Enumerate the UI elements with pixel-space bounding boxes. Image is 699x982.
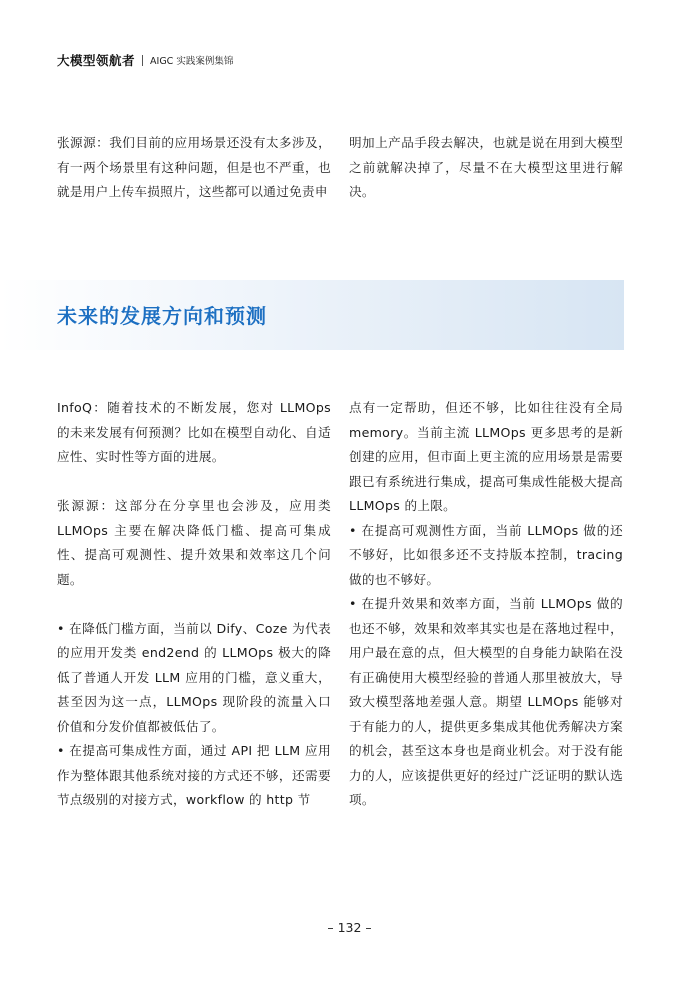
bullet-lower-barrier: • 在降低门槛方面，当前以 Dify、Coze 为代表的应用开发类 end2end 的 LLMOps 极大的降低了普通人开发 LLM 应用的门槛，意义重大，甚至因为这一点，LLMOps 现阶段的流量入口价值和分发价值都被低估了。	[57, 620, 331, 734]
section-title: 未来的发展方向和预测	[57, 304, 267, 328]
header-subtitle: AIGC 实践案例集锦	[150, 56, 234, 67]
intro-right-column	[349, 131, 623, 205]
body-right-column	[349, 396, 623, 813]
header-divider	[142, 55, 143, 66]
question-paragraph: InfoQ：随着技术的不断发展，您对 LLMOps 的未来发展有何预测？比如在模型自动化、自适应性、实时性等方面的进展。	[57, 400, 331, 464]
answer-paragraph: 张源源：这部分在分享里也会涉及，应用类 LLMOps 主要在解决降低门槛、提高可集成性、提高可观测性、提升效果和效率这几个问题。	[57, 498, 331, 587]
intro-paragraph-left: 张源源：我们目前的应用场景还没有太多涉及，有一两个场景里有这种问题，但是也不严重，也就是用户上传车损照片，这些都可以通过免责申	[57, 135, 331, 199]
bullet-integration: • 在提高可集成性方面，通过 API 把 LLM 应用作为整体跟其他系统对接的方式还不够，还需要节点级别的对接方式，workflow 的 http 节	[57, 743, 331, 807]
bullet-observability: • 在提高可观测性方面，当前 LLMOps 做的还不够好，比如很多还不支持版本控制，tracing 做的也不够好。	[349, 522, 623, 587]
body-left-column	[57, 396, 331, 813]
bullet-effect-efficiency: • 在提升效果和效率方面，当前 LLMOps 做的也还不够，效果和效率其实也是在落地过程中，用户最在意的点，但大模型的自身能力缺陷在没有正确使用大模型经验的普通人那里被放大，导致大模型落地差强人意。期望 LLMOps 能够对于有能力的人，提供更多集成其他优秀解决方案的机会，甚至这本身也是商业机会。对于没有能力的人，应该提供更好的经过广泛证明的默认选项。	[349, 596, 623, 807]
intro-paragraph-right: 明加上产品手段去解决，也就是说在用到大模型之前就解决掉了，尽量不在大模型这里进行解决。	[349, 135, 623, 199]
integration-continued-paragraph: 点有一定帮助，但还不够，比如往往没有全局 memory。当前主流 LLMOps 更多思考的是新创建的应用，但市面上更主流的应用场景是需要跟已有系统进行集成，提高可集成性能极大提高 LLMOps 的上限。	[349, 400, 623, 513]
section-banner	[0, 280, 624, 350]
page-number: – 132 –	[327, 920, 372, 935]
intro-left-column	[57, 131, 331, 205]
running-header	[57, 50, 233, 70]
header-brand: 大模型领航者	[57, 53, 136, 68]
